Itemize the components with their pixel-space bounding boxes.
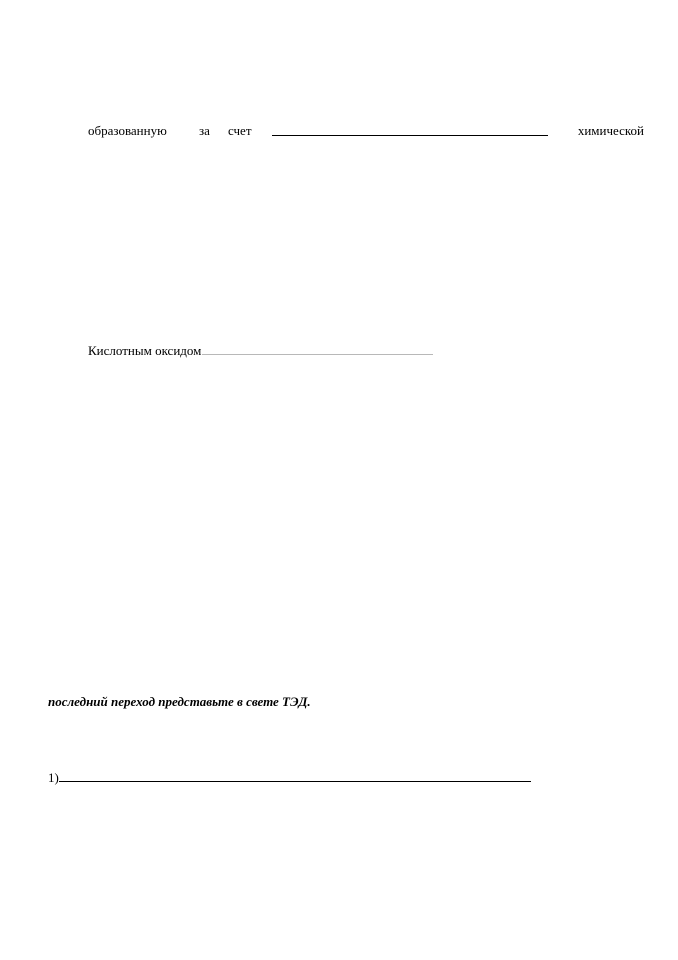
text-line-formed-by [88,123,644,139]
word-by: за [199,123,210,138]
fill-in-blank-1[interactable] [272,135,548,136]
acidic-oxide-label: Кислотным оксидом [88,343,202,358]
text-line-acidic-oxide [88,343,433,359]
instruction-text: последний переход представьте в свете ТЭД. [48,694,311,709]
word-account: счет [228,123,252,138]
fill-in-blank-3[interactable] [59,781,531,782]
word-formed: образованную [88,123,167,138]
word-chemical: химической [577,123,644,138]
answer-line-1 [48,770,531,786]
fill-in-blank-2[interactable] [202,354,433,355]
answer-number: 1) [48,770,59,785]
